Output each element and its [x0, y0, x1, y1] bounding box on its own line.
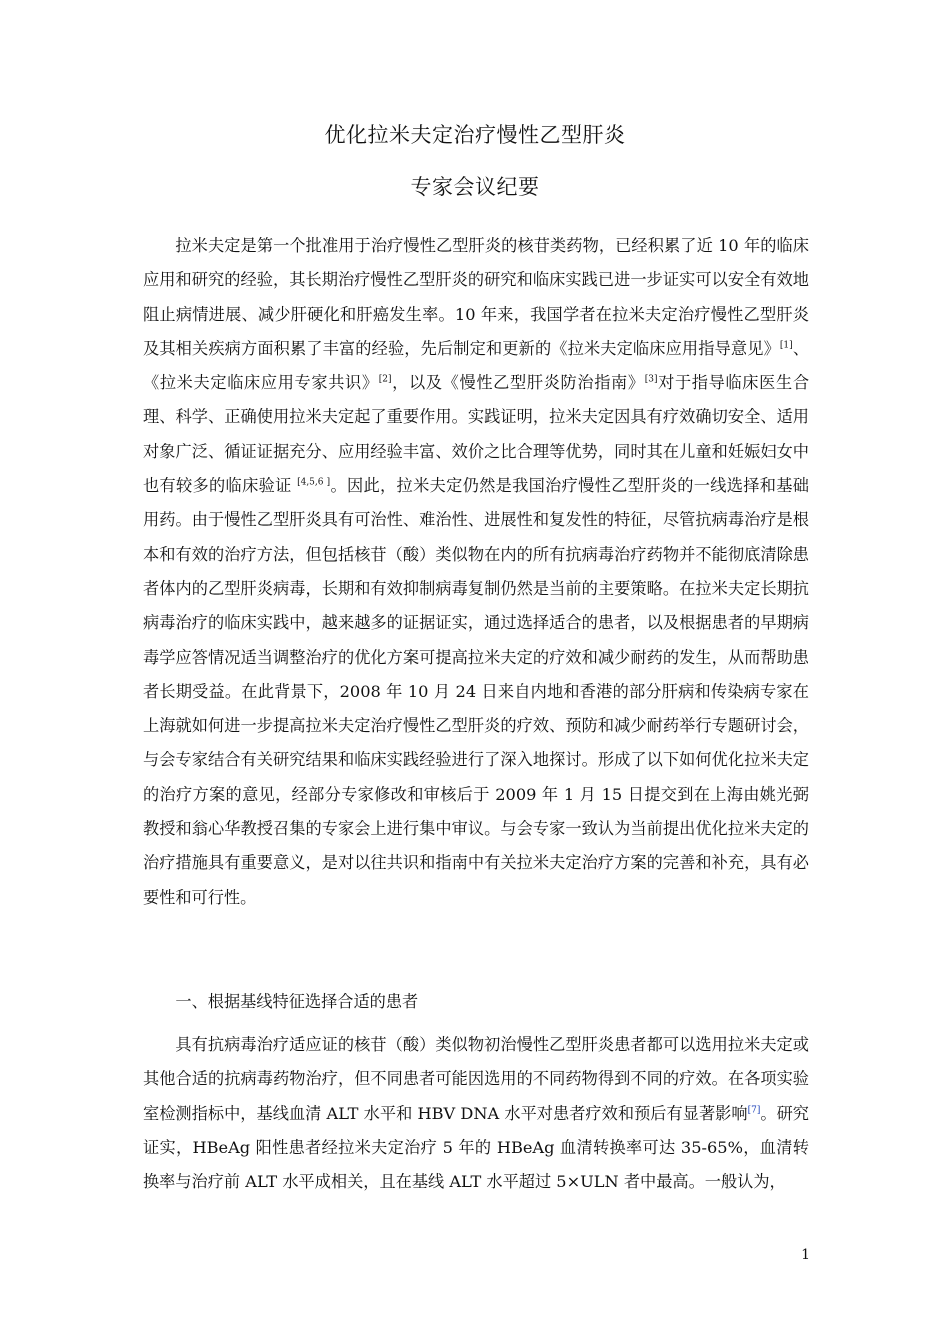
citation-ref: [4,5,6 ] — [297, 477, 331, 488]
section-heading: 一、根据基线特征选择合适的患者 — [175, 992, 419, 1011]
page-number: 1 — [801, 1247, 810, 1263]
paragraph-text: ，以及《慢性乙型肝炎防治指南》 — [391, 373, 645, 393]
citation-ref: [2] — [378, 374, 392, 385]
citation-ref: [3] — [644, 374, 658, 385]
citation-link[interactable]: [7] — [747, 1105, 761, 1116]
paragraph-text: 、《拉米夫定临床应用专家共识》 — [143, 338, 810, 393]
citation-ref: [1] — [779, 340, 793, 351]
document-subtitle: 专家会议纪要 — [410, 175, 540, 199]
section-paragraph — [143, 1028, 809, 1199]
paragraph-text: 。因此，拉米夫定仍然是我国治疗慢性乙型肝炎的一线选择和基础用药。由于慢性乙型肝炎具有可治性、难治性、进展性和复发性的特征，尽管抗病毒治疗是根本和有效的治疗方法，但包括核苷（酸）类似物在内的所有抗病毒治疗药物并不能彻底清除患者体内的乙型肝炎病毒，长期和有效抑制病毒复制仍然是当前的主要策略。在拉米夫定长期抗病毒治疗的临床实践中，越来越多的证据证实，通过选择适合的患者，以及根据患者的早期病毒学应答情况适当调整治疗的优化方案可提高拉米夫定的疗效和减少耐药的发生，从而帮助患者长期受益。在此背景下，2008 年 10 月 24 日来自内地和香港的部分肝病和传染病专家在上海就如何进一步提高拉米夫定治疗慢性乙型肝炎的疗效、预防和减少耐药举行专题研讨会，与会专家结合有关研究结果和临床实践经验进行了深入地探讨。形成了以下如何优化拉米夫定的治疗方案的意见，经部分专家修改和审核后于 2009 年 1 月 15 日提交到在上海由姚光弼教授和翁心华教授召集的专家会上进行集中审议。与会专家一致认为当前提出优化拉米夫定的治疗措施具有重要意义，是对以往共识和指南中有关拉米夫定治疗方案的完善和补充，具有必要性和可行性。 — [143, 476, 809, 907]
paragraph-text: 拉米夫定是第一个批准用于治疗慢性乙型肝炎的核苷类药物，已经积累了近 10 年的临床应用和研究的经验，其长期治疗慢性乙型肝炎的研究和临床实践已进一步证实可以安全有效地阻止病情进展、减少肝硬化和肝癌发生率。10 年来，我国学者在拉米夫定治疗慢性乙型肝炎及其相关疾病方面积累了丰富的经验，先后制定和更新的《拉米夫定临床应用指导意见》 — [143, 236, 809, 358]
paragraph-text: 具有抗病毒治疗适应证的核苷（酸）类似物初治慢性乙型肝炎患者都可以选用拉米夫定或其他合适的抗病毒药物治疗，但不同患者可能因选用的不同药物得到不同的疗效。在各项实验室检测指标中，基线血清 ALT 水平和 HBV DNA 水平对患者疗效和预后有显著影响 — [143, 1035, 809, 1123]
intro-paragraph — [143, 229, 809, 915]
document-title: 优化拉米夫定治疗慢性乙型肝炎 — [324, 123, 626, 147]
paragraph-text: 。研究证实，HBeAg 阳性患者经拉米夫定治疗 5 年的 HBeAg 血清转换率可达 35-65%，血清转换率与治疗前 ALT 水平成相关，且在基线 ALT 水平超过 5×ULN 者中最高。一般认为， — [143, 1103, 809, 1192]
paragraph-text: 对于指导临床医生合理、科学、正确使用拉米夫定起了重要作用。实践证明，拉米夫定因具有疗效确切安全、适用对象广泛、循证证据充分、应用经验丰富、效价之比合理等优势，同时其在儿童和妊娠妇女中也有较多的临床验证 — [143, 373, 810, 496]
